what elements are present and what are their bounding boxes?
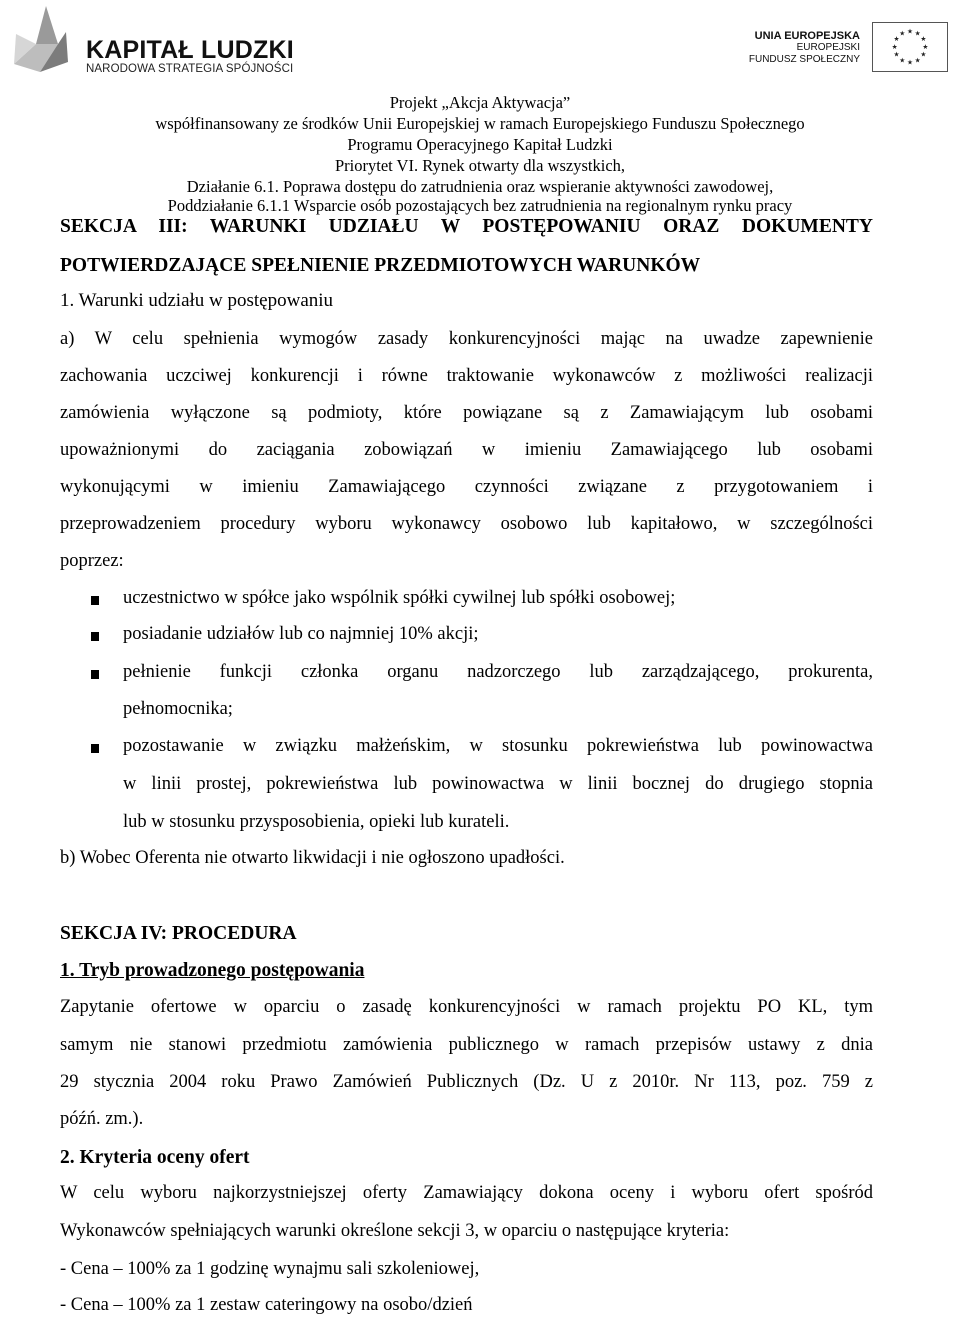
eu-logo-line2: EUROPEJSKI [796, 42, 860, 53]
bullet-square-icon [91, 596, 99, 605]
svg-text:★: ★ [920, 50, 927, 59]
logo-subtitle: NARODOWA STRATEGIA SPÓJNOŚCI [86, 63, 294, 75]
section-4-para-2-line-1: W celu wyboru najkorzystniejszej oferty Zamawiający dokona oceny i wyboru ofert spośród [60, 1183, 873, 1203]
paragraph-b: b) Wobec Oferenta nie otwarto likwidacji i nie ogłoszono upadłości. [60, 848, 565, 868]
criteria-item-2: - Cena – 100% za 1 zestaw cateringowy na osobo/dzień [60, 1295, 473, 1315]
bullet-4-line-3: lub w stosunku przysposobienia, opieki lub kurateli. [123, 812, 510, 832]
project-line-5: Działanie 6.1. Poprawa dostępu do zatrudnienia oraz wspieranie aktywności zawodowej, [186, 177, 774, 196]
eu-logo [738, 20, 948, 76]
bullet-square-icon [91, 632, 99, 641]
paragraph-a-line-6: przeprowadzeniem procedury wyboru wykonawcy osobowo lub kapitałowo, w szczególności [60, 514, 873, 534]
section-3-subheading: 1. Warunki udziału w postępowaniu [60, 290, 334, 311]
svg-text:★: ★ [893, 50, 900, 59]
bullet-2-line-1: posiadanie udziałów lub co najmniej 10% akcji; [123, 624, 479, 644]
project-line-3: Programu Operacyjnego Kapitał Ludzki [347, 135, 613, 154]
svg-text:★: ★ [899, 56, 906, 65]
project-line-4: Priorytet VI. Rynek otwarty dla wszystkich, [334, 156, 626, 175]
svg-text:★: ★ [891, 42, 898, 51]
section-4-para-2-line-2: Wykonawców spełniających warunki określone sekcji 3, w oparciu o następujące kryteria: [60, 1221, 730, 1241]
svg-text:★: ★ [906, 27, 914, 36]
section-4-subheading-1: 1. Tryb prowadzonego postępowania [60, 960, 365, 981]
bullet-4-line-1: pozostawanie w związku małżeńskim, w stosunku pokrewieństwa lub powinowactwa [123, 736, 873, 756]
svg-text:★: ★ [914, 29, 921, 38]
svg-text:★: ★ [920, 35, 927, 44]
criteria-item-1: - Cena – 100% za 1 godzinę wynajmu sali szkoleniowej, [60, 1259, 480, 1279]
section-4-para-1-line-2: samym nie stanowi przedmiotu zamówienia publicznego w ramach przepisów ustawy z dnia [60, 1035, 873, 1055]
bullet-3-line-1: pełnienie funkcji członka organu nadzorczego lub zarządzającego, prokurenta, [123, 662, 873, 682]
project-line-1: Projekt „Akcja Aktywacja” [389, 93, 571, 112]
kapital-ludzki-logo [6, 4, 296, 76]
logo-title: KAPITAŁ LUDZKI [86, 36, 294, 64]
paragraph-a-line-3: zamówienia wyłączone są podmioty, które powiązane są z Zamawiającym lub osobami [60, 403, 873, 423]
section-4-para-1-line-4: późń. zm.). [60, 1109, 144, 1129]
section-4-para-1-line-3: 29 stycznia 2004 roku Prawo Zamówień Publicznych (Dz. U z 2010r. Nr 113, poz. 759 z [60, 1072, 873, 1092]
bullet-square-icon [91, 670, 99, 679]
section-3-title-line-2: POTWIERDZAJĄCE SPEŁNIENIE PRZEDMIOTOWYCH WARUNKÓW [60, 255, 701, 276]
svg-text:★: ★ [899, 29, 906, 38]
eu-flag-icon [872, 22, 948, 72]
svg-text:★: ★ [922, 42, 929, 51]
paragraph-a-line-4: upoważnionymi do zaciągania zobowiązań w imieniu Zamawiającego lub osobami [60, 440, 873, 460]
bullet-square-icon [91, 744, 99, 753]
bullet-4-line-2: w linii prostej, pokrewieństwa lub powinowactwa w linii bocznej do drugiego stopnia [123, 774, 873, 794]
project-line-6: Poddziałanie 6.1.1 Wsparcie osób pozostających bez zatrudnienia na regionalnym rynku pracy [167, 196, 793, 215]
svg-text:★: ★ [893, 35, 900, 44]
paragraph-a-line-7: poprzez: [60, 551, 124, 571]
section-4-subheading-2: 2. Kryteria oceny ofert [60, 1147, 250, 1168]
section-3-title-line-1: SEKCJA III: WARUNKI UDZIAŁU W POSTĘPOWANIU ORAZ DOKUMENTY [60, 216, 873, 237]
section-4-para-1-line-1: Zapytanie ofertowe w oparciu o zasadę konkurencyjności w ramach projektu PO KL, tym [60, 997, 873, 1017]
svg-text:★: ★ [914, 56, 921, 65]
project-line-2: współfinansowany ze środków Unii Europejskiej w ramach Europejskiego Funduszu Społecznego [155, 114, 805, 133]
paragraph-a-line-5: wykonującymi w imieniu Zamawiającego czynności związane z przygotowaniem i [60, 477, 873, 497]
section-4-title: SEKCJA IV: PROCEDURA [60, 923, 297, 944]
eu-logo-text [749, 30, 860, 66]
svg-text:★: ★ [906, 58, 914, 67]
eu-logo-line1: UNIA EUROPEJSKA [754, 30, 860, 42]
bullet-1-line-1: uczestnictwo w spółce jako wspólnik spółki cywilnej lub spółki osobowej; [123, 588, 676, 608]
paragraph-a-line-1: a) W celu spełnienia wymogów zasady konkurencyjności mając na uwadze zapewnienie [60, 329, 873, 349]
kapital-ludzki-emblem-icon [6, 4, 82, 74]
paragraph-a-line-2: zachowania uczciwej konkurencji i równe traktowanie wykonawców z możliwości realizacji [60, 366, 873, 386]
eu-logo-line3: FUNDUSZ SPOŁECZNY [748, 54, 860, 65]
bullet-3-line-2: pełnomocnika; [123, 699, 233, 719]
